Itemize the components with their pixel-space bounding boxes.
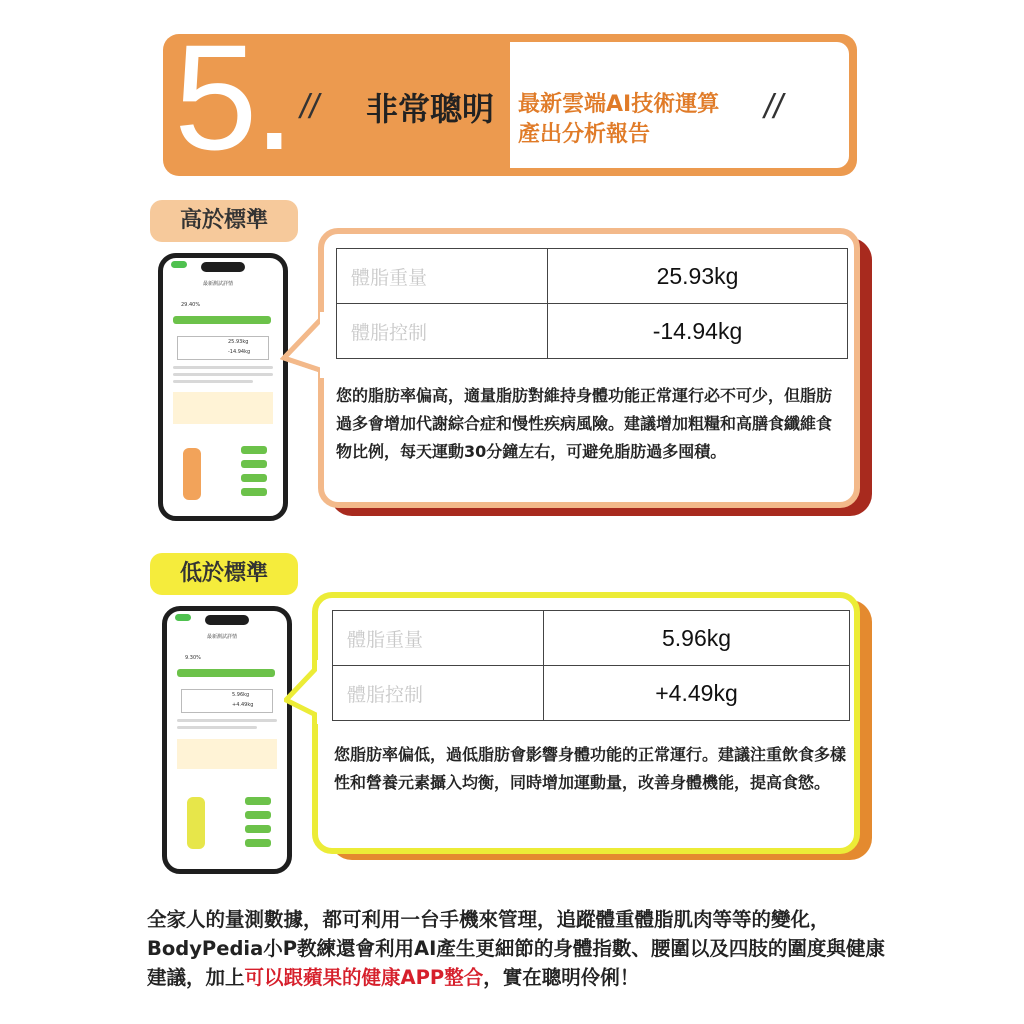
footer-highlight: 可以跟蘋果的健康APP整合 (244, 966, 484, 989)
phone-limb-badge (245, 839, 271, 847)
phone-limb-badge (245, 811, 271, 819)
header-title: 非常聰明 (366, 90, 495, 128)
phone-row2-value: -14.94kg (228, 349, 251, 355)
phone-text-line (173, 380, 253, 383)
phone-mockup-high (158, 253, 288, 521)
header-subtitle (518, 90, 719, 150)
phone-advice-box (177, 739, 277, 769)
phone-notch (201, 262, 245, 272)
phone-limb-badge (241, 474, 267, 482)
phone-limb-badge (241, 488, 267, 496)
phone-advice-box (173, 392, 273, 424)
row-value: -14.94kg (548, 304, 848, 359)
low-data-table (332, 610, 850, 721)
row-label: 體脂重量 (333, 611, 544, 666)
row-label: 體脂重量 (337, 249, 548, 304)
footer-text-before: 全家人的量測數據，都可利用一台手機來管理，追蹤體重體脂肌肉等等的變化，BodyPedia小P教練還會利用AI產生更細節的身體指數、腰圍以及四肢的圍度與健康建議，加上 (147, 908, 885, 989)
low-standard-tag: 低於標準 (150, 553, 298, 595)
row-value: 25.93kg (548, 249, 848, 304)
phone-row2-value: +4.49kg (232, 702, 254, 708)
high-standard-tag: 高於標準 (150, 200, 298, 242)
bubble-pointer-high-fill (282, 312, 328, 378)
phone-screen-title: 最新測試詳情 (207, 634, 238, 640)
table-row (333, 611, 850, 666)
phone-value-table (181, 689, 273, 713)
footer-description (147, 905, 887, 992)
phone-fat-rate: 29.40% (181, 302, 201, 308)
phone-fat-rate: 9.30% (185, 655, 201, 661)
bubble-pointer-low (284, 660, 324, 724)
row-value: 5.96kg (544, 611, 850, 666)
high-data-table (336, 248, 848, 359)
low-advice-text: 您脂肪率偏低，過低脂肪會影響身體功能的正常運行。建議注重飲食多樣性和營養元素攝入均衡，同時增加運動量，改善身體機能，提高食慾。 (334, 745, 847, 792)
phone-status-badge (171, 261, 187, 268)
phone-scale-bar (173, 316, 271, 324)
row-label: 體脂控制 (333, 666, 544, 721)
header-subtitle-line2: 產出分析報告 (518, 122, 651, 147)
high-advice-text: 您的脂肪率偏高，適量脂肪對維持身體功能正常運行必不可少，但脂肪過多會增加代謝綜合症和慢性疾病風險。建議增加粗糧和高膳食纖維食物比例，每天運動30分鐘左右，可避免脂肪過多囤積。 (336, 386, 833, 461)
phone-mockup-low (162, 606, 292, 874)
phone-notch (205, 615, 249, 625)
phone-status-badge (175, 614, 191, 621)
phone-row1-value: 5.96kg (232, 692, 250, 698)
phone-limb-badge (245, 797, 271, 805)
phone-text-line (177, 726, 257, 729)
phone-row1-value: 25.93kg (228, 339, 249, 345)
row-value: +4.49kg (544, 666, 850, 721)
slash-right: // (764, 88, 783, 126)
footer-text-after: ，實在聰明伶俐！ (483, 966, 640, 989)
phone-limb-badge (241, 460, 267, 468)
table-row (337, 304, 848, 359)
table-row (333, 666, 850, 721)
step-number: 5. (174, 13, 292, 181)
body-figure-icon (183, 448, 201, 500)
slash-left: // (300, 88, 319, 126)
table-row (337, 249, 848, 304)
phone-value-table (177, 336, 269, 360)
phone-limb-badge (241, 446, 267, 454)
phone-text-line (173, 373, 273, 376)
body-figure-icon (187, 797, 205, 849)
header-subtitle-line1: 最新雲端AI技術運算 (518, 92, 720, 117)
phone-screen-title: 最新測試詳情 (203, 281, 234, 287)
row-label: 體脂控制 (337, 304, 548, 359)
phone-text-line (177, 719, 277, 722)
phone-scale-bar (177, 669, 275, 677)
phone-text-line (173, 366, 273, 369)
phone-limb-badge (245, 825, 271, 833)
